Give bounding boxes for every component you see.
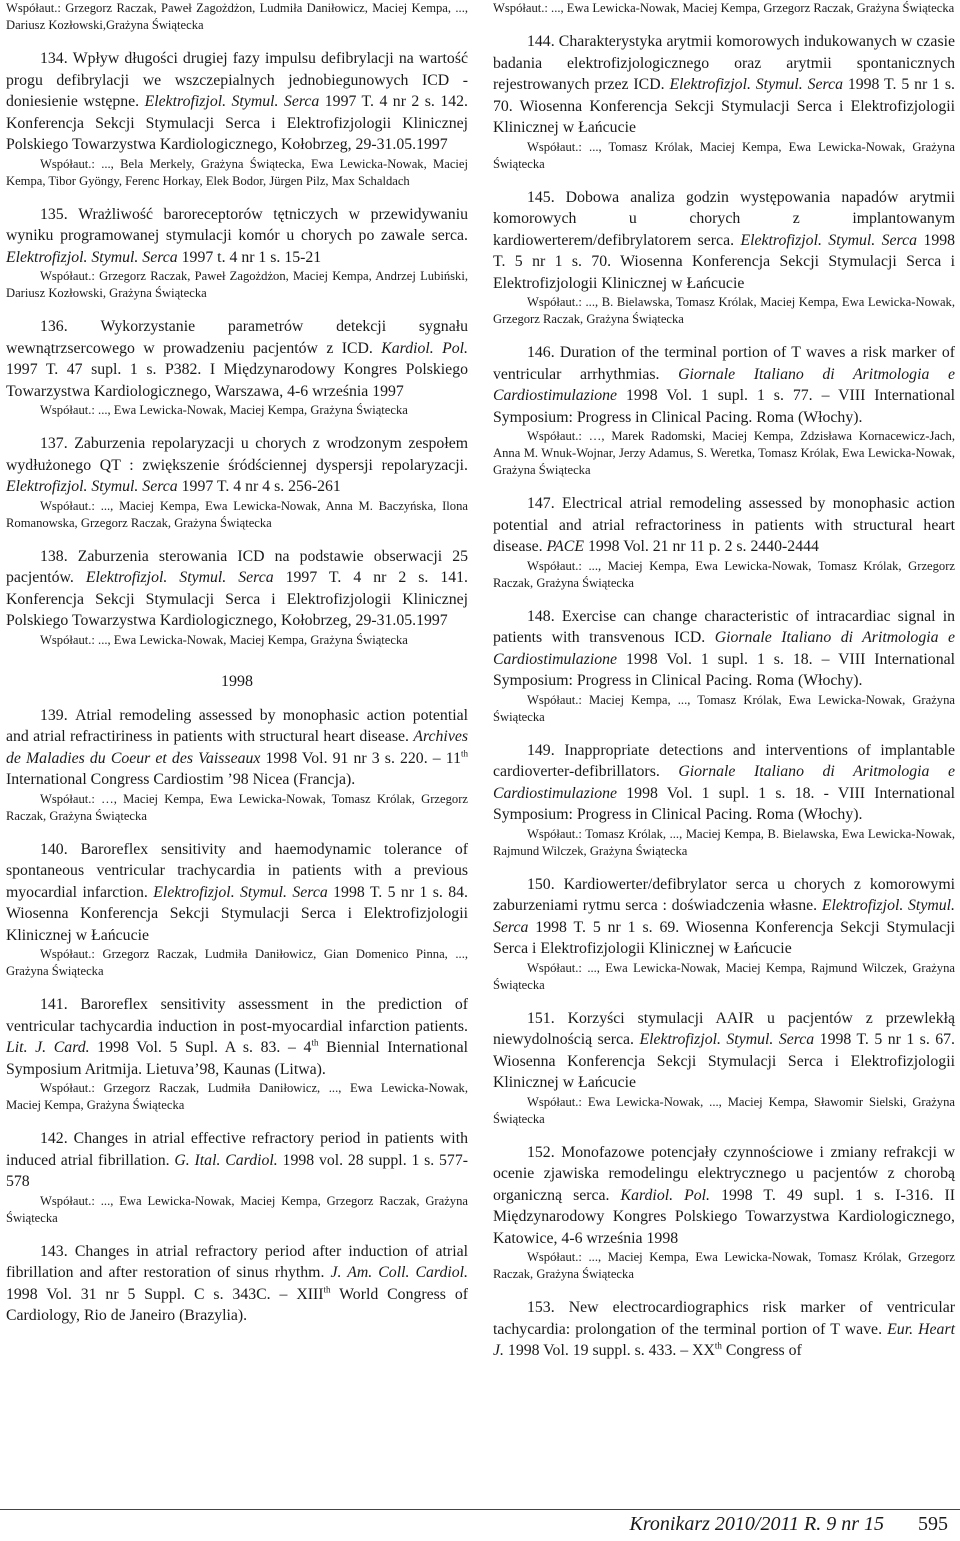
entry-number: 145.: [527, 188, 555, 206]
entry-title: Inappropriate detections and interventions of implantable cardioverter-defibrillators.: [493, 741, 955, 780]
entry-citation: [6, 316, 468, 402]
entry-citation: [493, 342, 955, 428]
entry-citation: [493, 31, 955, 139]
entry-coauthors: Współaut.: Grzegorz Raczak, Ludmiła Daniłowicz, ..., Ewa Lewicka-Nowak, Maciej Kempa, Grażyna Świątecka: [6, 1081, 468, 1112]
entry-reference: 1998 Vol. 91 nr 3 s. 220. – 11: [265, 749, 461, 767]
bibliography-entry: [493, 1008, 955, 1128]
entry-title: Wpływ długości drugiej fazy impulsu defibrylacji na wartość progu defibrylacji we wszczepialnych jednobiegunowych ICD - doniesienie wstępne.: [6, 50, 468, 110]
bibliography-entry: [493, 1142, 955, 1284]
entry-spacer: [6, 825, 468, 839]
entry-number: 149.: [527, 741, 555, 759]
entry-citation: [493, 606, 955, 692]
entry-title: Changes in atrial refractory period after induction of atrial fibrillation and after restoration of sinus rhythm.: [6, 1242, 468, 1281]
bibliography-entry: [6, 48, 468, 190]
entry-citation: [6, 1241, 468, 1327]
entry-reference: 1998 T. 5 nr 1 s. 69. Wiosenna Konferencja Sekcji Stymulacji Serca i Elektrofizjologii Klinicznej w Łańcucie: [493, 918, 956, 957]
entry-spacer: [493, 17, 955, 31]
page-number: 595: [918, 1513, 948, 1535]
entry-title: Monofazowe potencjały czynnościowe i zmiany refrakcji w ocenie zjawiska remodelingu elektrycznego u pacjentów z chorobą organiczną serca.: [493, 1143, 955, 1204]
entry-reference: 1998 T. 49 supl. 1 s. I-316. II Międzynarodowy Kongres Polskiego Towarzystwa Kardiologicznego, Katowice, 4-6 września 1998: [493, 1186, 955, 1247]
entry-spacer: [6, 1114, 468, 1128]
entry-coauthors: Współaut.: ..., Bela Merkely, Grażyna Świątecka, Ewa Lewicka-Nowak, Maciej Kempa, Tibor Gyöngy, Ferenc Horkay, Elek Bodor, Jürgen Pilz, Max Schaldach: [6, 156, 468, 188]
entry-citation: [6, 705, 468, 791]
entry-number: 141.: [40, 996, 68, 1013]
entry-number: 135.: [40, 205, 68, 223]
entry-reference: 1998 Vol. 1 supl. 1 s. 18. – VIII International Symposium: Progress in Clinical Pacing. Roma (Włochy).: [493, 650, 956, 689]
entry-citation: [6, 204, 468, 269]
entry-spacer: [6, 980, 468, 994]
entry-reference-cont: International Congress Cardiostim ’98 Nicea (Francja).: [6, 771, 356, 788]
entry-reference: 1998 Vol. 1 supl. 1 s. 18. - VIII International Symposium: Progress in Clinical Pacing. Roma (Włochy).: [493, 784, 955, 823]
entry-number: 136.: [40, 318, 68, 335]
left-column: [6, 0, 468, 1341]
entry-coauthors: Współaut.: Ewa Lewicka-Nowak, ..., Maciej Kempa, Sławomir Sielski, Grażyna Świątecka: [493, 1094, 955, 1126]
entry-coauthors: Współaut.: ..., Ewa Lewicka-Nowak, Maciej Kempa, Grażyna Świątecka: [40, 632, 408, 647]
entry-coauthors: Współaut.: ..., Maciej Kempa, Ewa Lewicka-Nowak, Tomasz Królak, Grzegorz Raczak, Grażyna Świątecka: [493, 558, 955, 590]
entry-number: 147.: [527, 495, 555, 512]
entry-spacer: [6, 1327, 468, 1341]
entry-spacer: [493, 994, 955, 1008]
entry-reference: 1998 vol. 28 suppl. 1 s. 577-578: [6, 1151, 468, 1190]
entry-reference: 1997 t. 4 nr 1 s. 15-21: [181, 248, 322, 266]
entry-journal: Elektrofizjol. Stymul. Serca: [740, 231, 918, 249]
entry-spacer: [493, 860, 955, 874]
entry-coauthors: Współaut.: Grzegorz Raczak, Paweł Zagożdżon, Maciej Kempa, Andrzej Lubiński, Dariusz Kozłowski, Grażyna Świątecka: [6, 269, 468, 300]
page-footer: [630, 1513, 948, 1536]
entry-title: Duration of the terminal portion of T waves a risk marker of ventricular arrhythmias.: [493, 344, 955, 383]
entry-citation: [6, 433, 468, 498]
entry-citation: [493, 874, 955, 960]
entry-title: Zaburzenia repolaryzacji u chorych z wrodzonym zespołem wydłużonego QT : zwiększenie śródściennej dyspersji repolaryzacji.: [6, 435, 469, 474]
entry-citation: [493, 740, 955, 826]
entry-spacer: [493, 1362, 955, 1376]
entry-coauthors: Współaut.: Tomasz Królak, ..., Maciej Kempa, B. Bielawska, Ewa Lewicka-Nowak, Rajmund Wilczek, Grażyna Świątecka: [493, 826, 955, 858]
entry-citation: [493, 1297, 955, 1362]
entry-superscript: th: [714, 1340, 722, 1351]
bibliography-entry: [493, 606, 955, 726]
bibliography-entry: [6, 316, 468, 419]
bibliography-entry: [493, 187, 955, 329]
entry-reference-cont: World Congress of Cardiology, Rio de Janeiro (Brazylia).: [6, 1285, 468, 1324]
entry-number: 148.: [527, 607, 555, 625]
entry-title: Wrażliwość baroreceptorów tętniczych w przewidywaniu wyniku programowanej stymulacji komór u chorych po zawale serca.: [6, 205, 468, 244]
entry-title: New electrocardiographics risk marker of ventricular tachycardia: prolongation of the terminal portion of T wave.: [493, 1299, 955, 1338]
entry-coauthors: Współaut.: ..., Ewa Lewicka-Nowak, Maciej Kempa, Rajmund Wilczek, Grażyna Świątecka: [493, 960, 955, 992]
entry-reference: 1998 T. 5 nr 1 s. 70. Wiosenna Konferencja Sekcji Stymulacji Serca i Elektrofizjologii Klinicznej w Łańcucie: [493, 76, 955, 136]
bibliography-entry: [6, 433, 468, 532]
entry-title: Changes in atrial effective refractory period in patients with induced atrial fibrillation.: [6, 1130, 468, 1169]
entry-coauthors: Współaut.: ..., Tomasz Królak, Maciej Kempa, Ewa Lewicka-Nowak, Grażyna Świątecka: [493, 139, 955, 171]
entry-number: 138.: [40, 547, 68, 565]
entry-reference: 1998 T. 5 nr 1 s. 84. Wiosenna Konferencja Sekcji Stymulacji Serca i Elektrofizjologii Klinicznej w Łańcucie: [6, 883, 468, 944]
entry-spacer: [6, 649, 468, 663]
entry-journal: G. Ital. Cardiol.: [174, 1151, 278, 1169]
entry-spacer: [6, 302, 468, 316]
entry-journal: Elektrofizjol. Stymul. Serca: [6, 248, 178, 266]
entry-reference: 1998 Vol. 1 supl. 1 s. 77. – VIII International Symposium: Progress in Clinical Pacing. Roma (Włochy).: [493, 387, 956, 426]
entry-journal: Elektrofizjol. Stymul. Serca: [144, 93, 320, 110]
entry-title: Electrical atrial remodeling assessed by monophasic action potential and atrial refractoriness in patients with structural heart disease.: [493, 495, 955, 555]
bibliography-entry: [493, 342, 955, 479]
entry-coauthors: Współaut.: ..., Ewa Lewicka-Nowak, Maciej Kempa, Grzegorz Raczak, Grażyna Świątecka: [6, 1193, 468, 1225]
entry-spacer: [6, 419, 468, 433]
entry-number: 142.: [40, 1130, 68, 1147]
entry-spacer: [6, 34, 468, 48]
entry-journal: Elektrofizjol. Stymul. Serca: [639, 1031, 815, 1048]
entry-journal: Lit. J. Card.: [6, 1039, 90, 1056]
entry-title: Atrial remodeling assessed by monophasic action potential and atrial refractiriness in patients with structural heart disease.: [6, 706, 469, 745]
entry-spacer: [493, 726, 955, 740]
footer-publication: Kronikarz 2010/2011 R. 9 nr 15: [629, 1513, 884, 1535]
entry-number: 137.: [40, 435, 68, 452]
entry-number: 153.: [527, 1299, 555, 1316]
entry-journal: Elektrofizjol. Stymul. Serca: [153, 883, 328, 901]
entry-number: 150.: [527, 875, 555, 893]
entry-reference: 1998 T. 5 nr 1 s. 70. Wiosenna Konferencja Sekcji Stymulacji Serca i Elektrofizjologii Klinicznej w Łańcucie: [493, 231, 956, 292]
entry-superscript: th: [323, 1284, 331, 1295]
entry-coauthors: Współaut.: Grzegorz Raczak, Paweł Zagożdżon, Ludmiła Daniłowicz, Maciej Kempa, ..., Dariusz Kozłowski,Grażyna Świątecka: [6, 1, 468, 32]
entry-coauthors: Współaut.: …, Marek Radomski, Maciej Kempa, Zdzisława Kornacewicz-Jach, Anna M. Wnuk-Wojnar, Jerzy Adamus, S. Weretka, Tomasz Królak, Ewa Lewicka-Nowak, Grażyna Świątecka: [493, 429, 955, 477]
entry-coauthors: Współaut.: ..., Ewa Lewicka-Nowak, Maciej Kempa, Grażyna Świątecka: [40, 403, 408, 417]
bibliography-entry: [6, 204, 468, 303]
entry-journal: Eur. Heart J.: [493, 1320, 955, 1359]
entry-title: Baroreflex sensitivity assessment in the prediction of ventricular tachycardia induction in post-myocardial infarction patients.: [6, 996, 468, 1035]
entry-spacer: [6, 190, 468, 204]
entry-journal: Archives de Maladies du Coeur et des Vaisseaux: [6, 728, 468, 767]
entry-spacer: [493, 1128, 955, 1142]
entry-journal: Giornale Italiano di Aritmologia e Cardiostimulazione: [493, 763, 955, 802]
entry-journal: Kardiol. Pol.: [381, 339, 469, 357]
entry-citation: [6, 839, 468, 947]
entry-reference: 1998 Vol. 19 suppl. s. 433. – XX: [507, 1342, 715, 1359]
entry-spacer: [6, 1227, 468, 1241]
entry-reference: 1997 T. 4 nr 2 s. 142. Konferencja Sekcji Stymulacji Serca i Elektrofizjologii Klinicznej Polskiego Towarzystwa Kardiologicznego, Kołobrzeg, 29-31.05.1997: [6, 93, 468, 153]
entry-citation: [6, 546, 468, 632]
entry-coauthors: Współaut.: ..., Maciej Kempa, Ewa Lewicka-Nowak, Tomasz Królak, Grzegorz Raczak, Grażyna Świątecka: [493, 1250, 955, 1281]
entry-journal: Giornale Italiano di Aritmologia e Cardiostimulazione: [493, 629, 955, 668]
bibliography-entry: [493, 31, 955, 173]
entry-title: Zaburzenia sterowania ICD na podstawie obserwacji 25 pacjentów.: [6, 547, 468, 586]
entry-journal: Elektrofizjol. Stymul. Serca: [85, 569, 274, 586]
bibliography-entry: [6, 705, 468, 825]
entry-number: 134.: [40, 50, 68, 67]
entry-reference: 1998 Vol. 31 nr 5 Suppl. C s. 343C. – XIII: [6, 1285, 324, 1303]
entry-number: 146.: [527, 344, 555, 361]
entry-number: 139.: [40, 706, 68, 724]
entry-coauthors: Współaut.: ..., B. Bielawska, Tomasz Królak, Maciej Kempa, Ewa Lewicka-Nowak, Grzegorz Raczak, Grażyna Świątecka: [493, 295, 955, 326]
bibliography-entry: [493, 1297, 955, 1362]
entry-coauthors: Współaut.: Grzegorz Raczak, Ludmiła Daniłowicz, Gian Domenico Pinna, ..., Grażyna Świątecka: [6, 947, 468, 978]
entry-reference: 1997 T. 47 supl. 1 s. P382. I Międzynarodowy Kongres Polskiego Towarzystwa Kardiologicznego, Warszawa, 4-6 września 1997: [6, 361, 468, 400]
entry-number: 140.: [40, 840, 68, 858]
entry-number: 151.: [527, 1009, 555, 1027]
entry-citation: [6, 994, 468, 1080]
entry-reference: 1998 Vol. 5 Supl. A s. 83. – 4: [97, 1039, 312, 1056]
entry-title: Wykorzystanie parametrów detekcji sygnału wewnątrzsercowego w prowadzeniu pacjentów z ICD.: [6, 318, 468, 357]
bibliography-entry: [6, 0, 468, 34]
entry-citation: [493, 187, 955, 295]
entry-citation: [6, 1128, 468, 1193]
bibliography-entry: [493, 874, 955, 994]
entry-reference-cont: Biennial International Symposium Aritmija. Lietuva’98, Kaunas (Litwa).: [6, 1039, 468, 1078]
entry-spacer: [6, 532, 468, 546]
entry-reference: 1997 T. 4 nr 2 s. 141. Konferencja Sekcji Stymulacji Serca i Elektrofizjologii Klinicznej Polskiego Towarzystwa Kardiologicznego, Kołobrzeg, 29-31.05.1997: [6, 569, 469, 629]
entry-number: 143.: [40, 1242, 68, 1260]
entry-journal: Giornale Italiano di Aritmologia e Cardiostimulazione: [493, 365, 955, 404]
entry-coauthors: Współaut.: ..., Ewa Lewicka-Nowak, Maciej Kempa, Grzegorz Raczak, Grażyna Świątecka: [493, 1, 955, 15]
entry-spacer: [493, 328, 955, 342]
entry-title: Korzyści stymulacji AAIR u pacjentów z przewlekłą niewydolnością serca.: [493, 1009, 955, 1048]
entry-journal: Elektrofizjol. Stymul. Serca: [6, 478, 178, 495]
bibliography-entry: [6, 1241, 468, 1327]
entry-reference: 1998 T. 5 nr 1 s. 67. Wiosenna Konferencja Sekcji Stymulacji Serca i Elektrofizjologii Klinicznej w Łańcucie: [493, 1031, 955, 1091]
entry-reference-cont: Congress of: [721, 1342, 802, 1359]
entry-journal: Kardiol. Pol.: [620, 1186, 710, 1204]
right-column: [493, 0, 955, 1376]
entry-reference: 1998 Vol. 21 nr 11 p. 2 s. 2440-2444: [587, 538, 819, 555]
entry-journal: J. Am. Coll. Cardiol.: [330, 1264, 468, 1281]
year-heading: 1998: [221, 672, 253, 690]
entry-coauthors: Współaut.: …, Maciej Kempa, Ewa Lewicka-Nowak, Tomasz Królak, Grzegorz Raczak, Grażyna Świątecka: [6, 791, 468, 823]
entry-citation: [6, 48, 468, 156]
entry-number: 152.: [527, 1143, 555, 1161]
entry-spacer: [493, 479, 955, 493]
entry-superscript: th: [460, 748, 468, 759]
entry-coauthors: Współaut.: Maciej Kempa, ..., Tomasz Królak, Ewa Lewicka-Nowak, Grażyna Świątecka: [493, 692, 955, 724]
entry-journal: Elektrofizjol. Stymul. Serca: [669, 76, 843, 93]
entry-journal: Elektrofizjol. Stymul. Serca: [493, 897, 955, 936]
bibliography-entry: [6, 1128, 468, 1227]
entry-title: Baroreflex sensitivity and haemodynamic tolerance of spontaneous ventricular trachycardia in patients with a previous myocardial infarction.: [6, 840, 468, 901]
bibliography-entry: [6, 546, 468, 649]
entry-spacer: [493, 1283, 955, 1297]
footer-rule: [0, 1509, 960, 1510]
entry-citation: [493, 1142, 955, 1250]
bibliography-entry: [6, 839, 468, 981]
entry-title: Kardiowerter/defibrylator serca u chorych z komorowymi zaburzeniami rytmu serca : doświadczenia własne.: [493, 875, 956, 914]
bibliography-entry: [493, 0, 955, 17]
entry-citation: [493, 1008, 955, 1094]
bibliography-entry: [493, 740, 955, 860]
entry-spacer: [493, 173, 955, 187]
entry-coauthors: Współaut.: ..., Maciej Kempa, Ewa Lewicka-Nowak, Anna M. Baczyńska, Ilona Romanowska, Grzegorz Raczak, Grażyna Świątecka: [6, 498, 468, 530]
entry-journal: PACE: [546, 538, 584, 555]
entry-title: Charakterystyka arytmii komorowych indukowanych w czasie badania elektrofizjologicznego oraz arytmii spontanicznych rejestrowanych przez ICD.: [493, 33, 955, 93]
entry-title: Exercise can change characteristic of intracardiac signal in patients with transvenous ICD.: [493, 607, 956, 646]
entry-number: 144.: [527, 33, 555, 50]
entry-superscript: th: [311, 1037, 319, 1048]
bibliography-entry: [493, 493, 955, 592]
entry-citation: [493, 493, 955, 558]
entry-reference: 1997 T. 4 nr 4 s. 256-261: [181, 478, 341, 495]
entry-title: Dobowa analiza godzin występowania napadów arytmii komorowych u chorych z implantowanym kardiowerterem/defibrylatorem serca.: [493, 188, 955, 249]
entry-spacer: [493, 592, 955, 606]
bibliography-entry: [6, 994, 468, 1114]
